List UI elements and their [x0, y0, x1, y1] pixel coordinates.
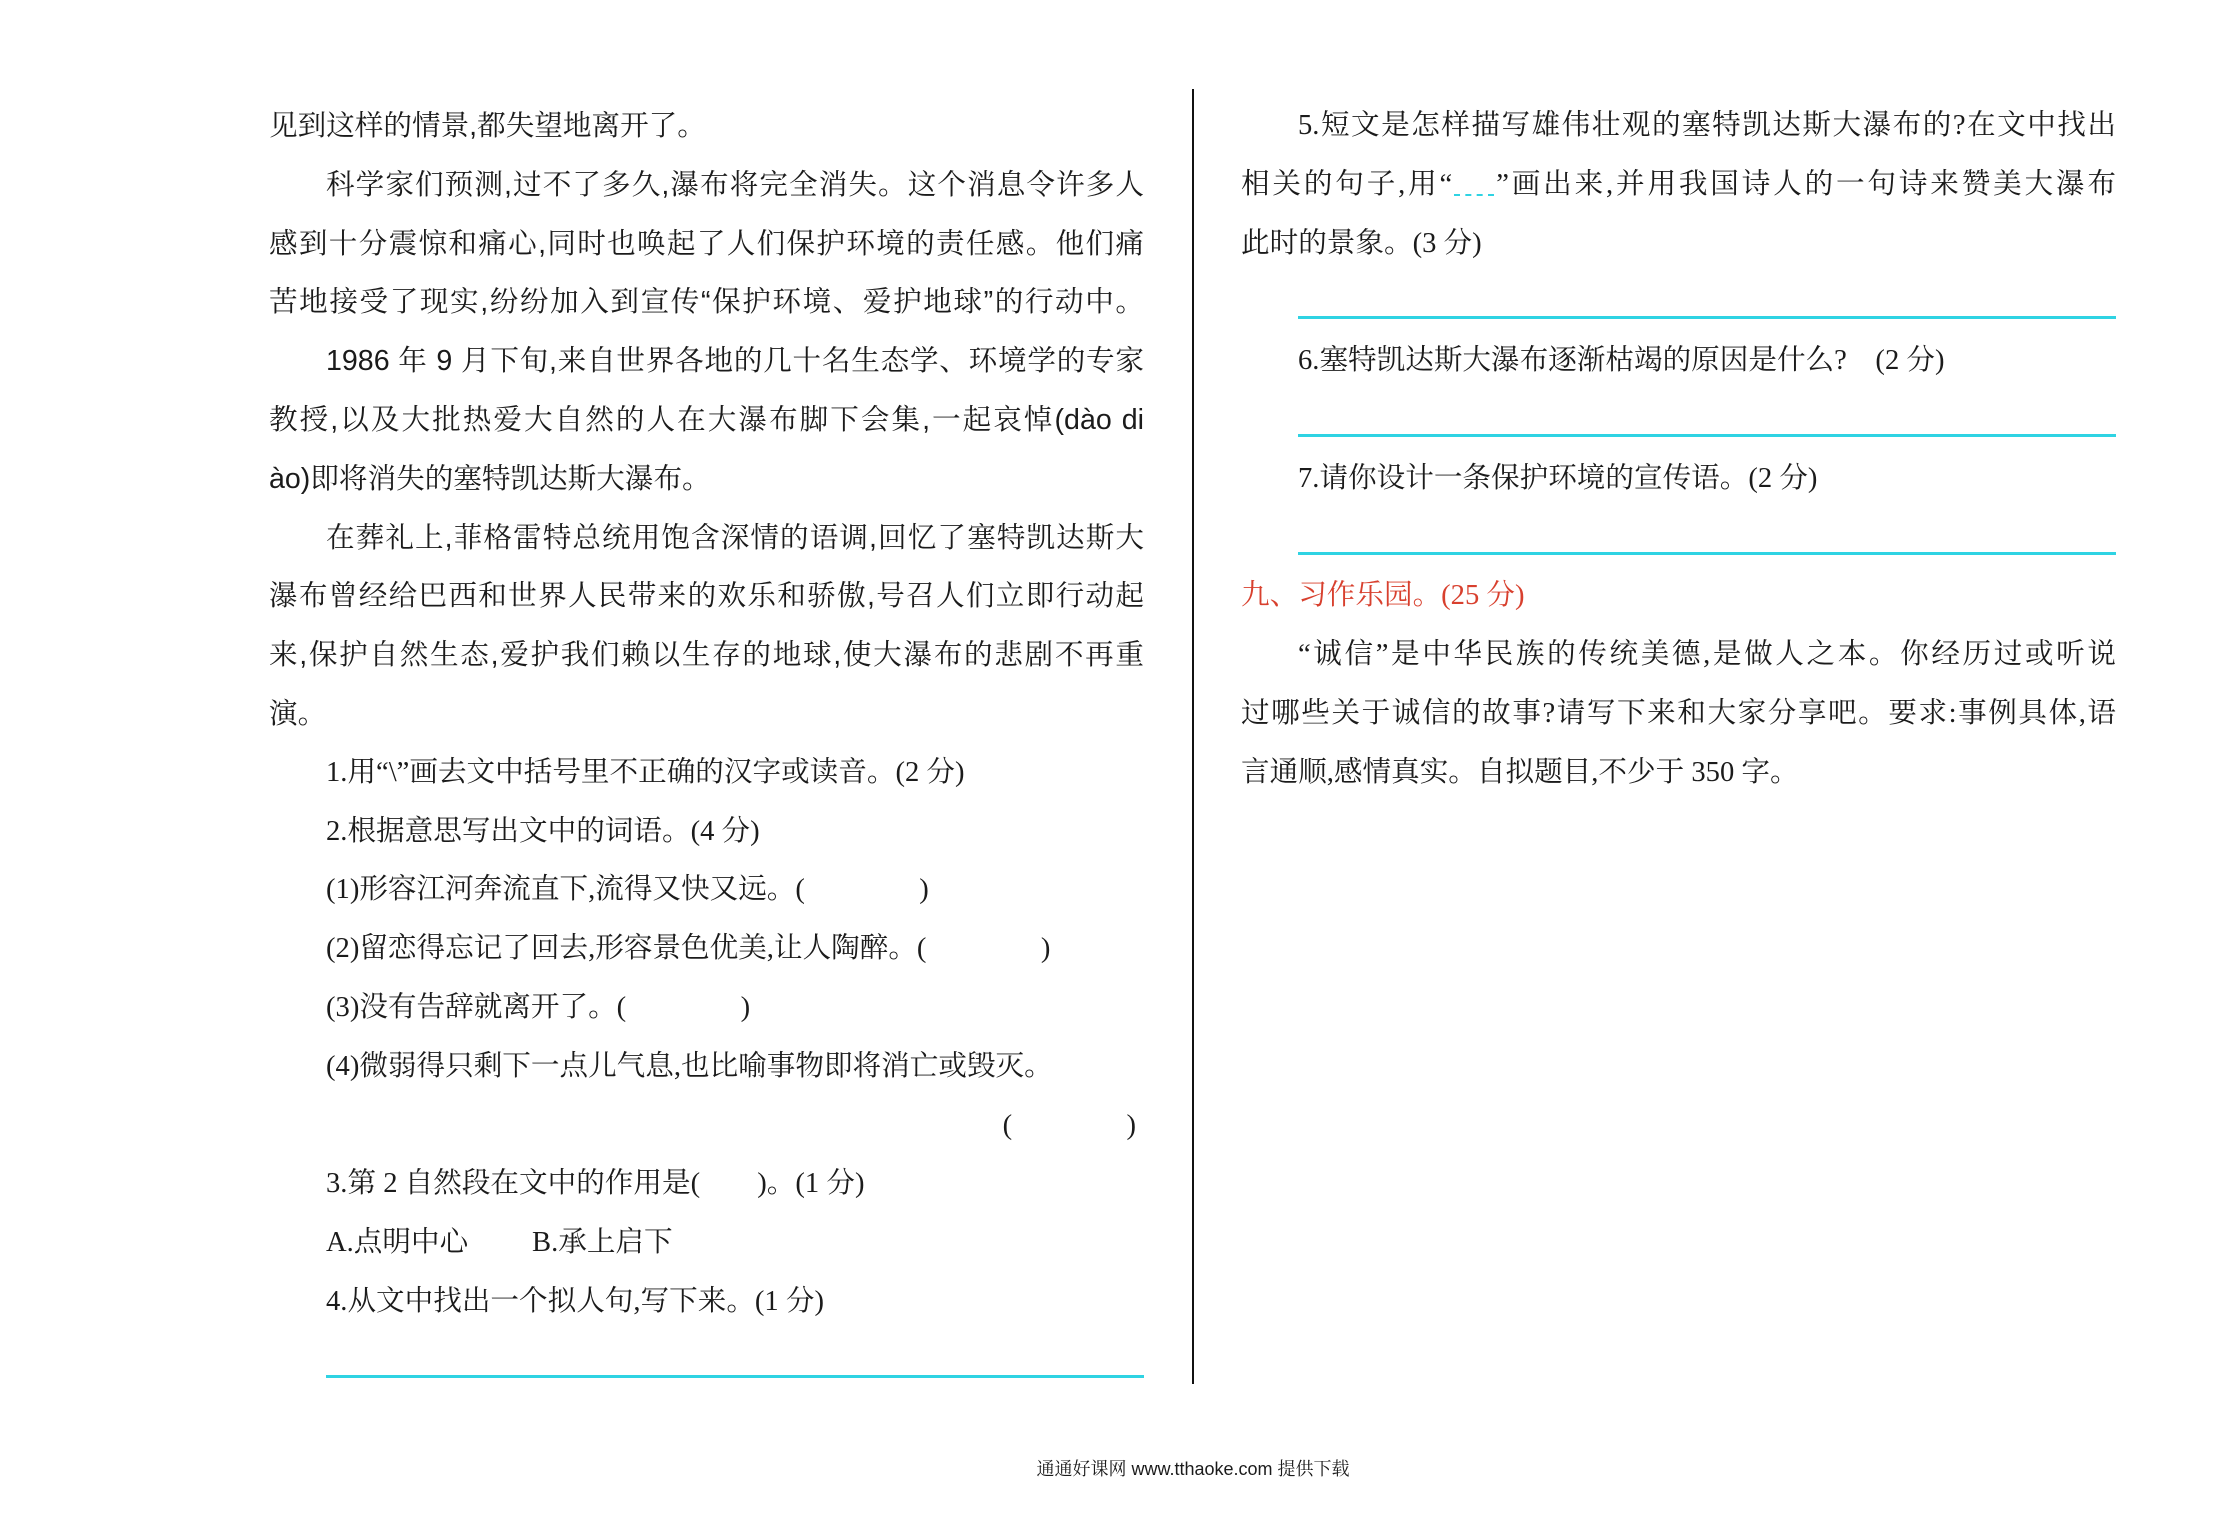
question-5-text: ”画出来,并用我国诗人的一句诗来赞美大瀑布 — [1496, 168, 2116, 200]
answer-line — [1298, 434, 2116, 437]
passage-line: 科学家们预测,过不了多久,瀑布将完全消失。这个消息令许多人 — [326, 168, 1144, 201]
question-2-item-3: (3)没有告辞就离开了。( ) — [326, 991, 751, 1023]
section-9-line: “诚信”是中华民族的传统美德,是做人之本。你经历过或听说 — [1298, 639, 2116, 671]
question-2-item-4: (4)微弱得只剩下一点儿气息,也比喻事物即将消亡或毁灭。 — [326, 1050, 1053, 1082]
passage-line: 苦地接受了现实,纷纷加入到宣传“保护环境、爱护地球”的行动中。 — [269, 286, 1144, 319]
answer-line — [326, 1375, 1144, 1378]
question-6: 6.塞特凯达斯大瀑布逐渐枯竭的原因是什么? (2 分) — [1298, 345, 1945, 377]
right-column — [1241, 97, 2116, 803]
passage-line: 在葬礼上,菲格雷特总统用饱含深情的语调,回忆了塞特凯达斯大 — [326, 521, 1144, 554]
question-5-line-2 — [1241, 156, 2116, 215]
question-2-item-4-blank: ( ) — [1002, 1109, 1136, 1141]
answer-line-q6 — [1241, 391, 2116, 450]
passage-line: ào)即将消失的塞特凯达斯大瀑布。 — [269, 462, 711, 495]
left-column — [269, 97, 1144, 1391]
question-1: 1.用“\”画去文中括号里不正确的汉字或读音。(2 分) — [326, 756, 965, 788]
section-9-line: 言通顺,感情真实。自拟题目,不少于 350 字。 — [1241, 756, 1799, 788]
option-a: A.点明中心 — [326, 1227, 469, 1259]
question-5-line-3: 此时的景象。(3 分) — [1241, 227, 1482, 259]
question-5-text: 相关的句子,用“ — [1241, 168, 1453, 200]
option-b: B.承上启下 — [532, 1227, 673, 1259]
answer-line-q5 — [1241, 273, 2116, 332]
footer-source: 通通好课网 www.tthaoke.com 提供下载 — [1036, 1459, 1350, 1479]
question-2-item-1: (1)形容江河奔流直下,流得又快又远。( ) — [326, 874, 929, 906]
section-9-line: 过哪些关于诚信的故事?请写下来和大家分享吧。要求:事例具体,语 — [1241, 697, 2116, 729]
question-3-options — [269, 1214, 1144, 1273]
answer-line-q7 — [1241, 509, 2116, 568]
question-3-prompt: 3.第 2 自然段在文中的作用是( )。(1 分) — [326, 1168, 865, 1200]
section-9-heading: 九、习作乐园。(25 分) — [1241, 580, 1525, 612]
question-7: 7.请你设计一条保护环境的宣传语。(2 分) — [1298, 462, 1818, 494]
question-2-item-2: (2)留恋得忘记了回去,形容景色优美,让人陶醉。( ) — [326, 933, 1051, 965]
dashed-underline-mark — [1454, 176, 1494, 196]
passage-line: 瀑布曾经给巴西和世界人民带来的欢乐和骄傲,号召人们立即行动起 — [269, 580, 1144, 613]
passage-line: 1986 年 9 月下旬,来自世界各地的几十名生态学、环境学的专家 — [326, 345, 1144, 378]
question-2-prompt: 2.根据意思写出文中的词语。(4 分) — [326, 815, 760, 847]
passage-line: 感到十分震惊和痛心,同时也唤起了人们保护环境的责任感。他们痛 — [269, 227, 1144, 260]
answer-line — [1298, 552, 2116, 555]
question-5-line-1: 5.短文是怎样描写雄伟壮观的塞特凯达斯大瀑布的?在文中找出 — [1298, 110, 2116, 141]
passage-line: 见到这样的情景,都失望地离开了。 — [269, 110, 706, 142]
passage-line: 演。 — [269, 697, 327, 730]
question-4: 4.从文中找出一个拟人句,写下来。(1 分) — [326, 1285, 824, 1317]
answer-line-q4 — [269, 1332, 1144, 1391]
passage-line: 来,保护自然生态,爱护我们赖以生存的地球,使大瀑布的悲剧不再重 — [269, 639, 1144, 672]
passage-line: 教授,以及大批热爱大自然的人在大瀑布脚下会集,一起哀悼(dào di — [269, 403, 1144, 436]
column-divider — [1192, 89, 1194, 1384]
answer-line — [1298, 316, 2116, 319]
